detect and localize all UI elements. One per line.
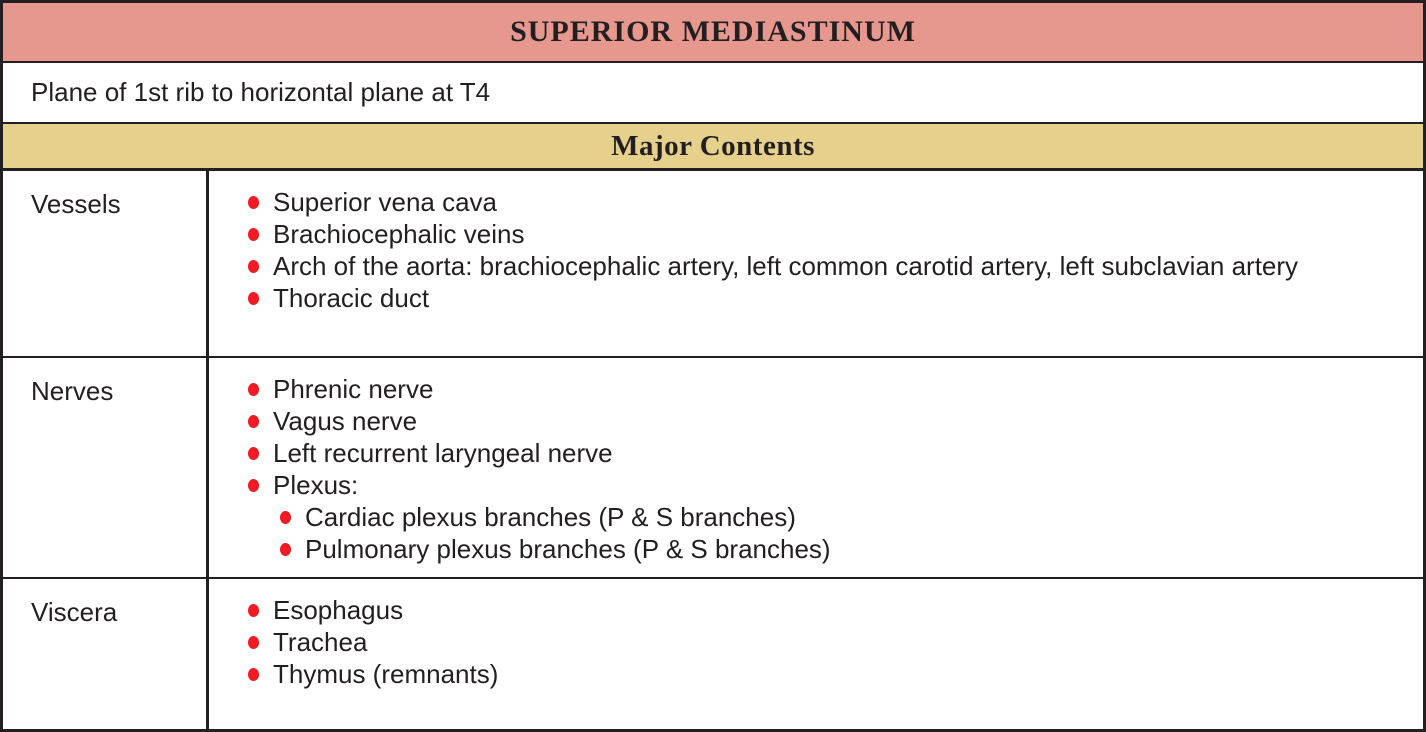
row-label: Viscera — [3, 579, 209, 729]
plane-text: Plane of 1st rib to horizontal plane at T4 — [31, 77, 491, 107]
list-item-text: Superior vena cava — [273, 187, 498, 217]
table-title: SUPERIOR MEDIASTINUM — [510, 15, 916, 48]
list-item-text: Esophagus — [273, 595, 404, 625]
list-item-text: Thoracic duct — [273, 283, 430, 313]
row-items — [209, 358, 1423, 577]
list-item — [248, 469, 1393, 501]
list-item — [248, 373, 1393, 405]
bullet-icon — [248, 260, 259, 273]
list-item — [280, 501, 1393, 533]
table-body — [3, 171, 1423, 729]
row-label: Vessels — [3, 171, 209, 356]
row-items — [209, 579, 1423, 729]
list-item — [248, 626, 1393, 658]
row-items — [209, 171, 1423, 356]
table-row-vessels — [3, 171, 1423, 358]
list-item-text: Left recurrent laryngeal nerve — [273, 438, 613, 468]
row-label: Nerves — [3, 358, 209, 577]
list-item-text: Plexus: — [273, 470, 359, 500]
plane-row — [3, 63, 1423, 124]
bullet-icon — [248, 415, 259, 428]
major-contents-bar — [3, 124, 1423, 171]
bullet-icon — [248, 228, 259, 241]
list-item — [248, 218, 1393, 250]
table-title-bar — [3, 3, 1423, 63]
list-item — [248, 186, 1393, 218]
list-item — [248, 250, 1393, 282]
bullet-icon — [248, 479, 259, 492]
bullet-icon — [248, 292, 259, 305]
bullet-icon — [280, 543, 291, 556]
list-item — [248, 405, 1393, 437]
table-row-nerves — [3, 358, 1423, 579]
list-item — [248, 658, 1393, 690]
list-item-text: Pulmonary plexus branches (P & S branches) — [305, 534, 831, 564]
bullet-icon — [248, 668, 259, 681]
list-item — [248, 437, 1393, 469]
bullet-icon — [248, 604, 259, 617]
list-item-text: Cardiac plexus branches (P & S branches) — [305, 502, 796, 532]
bullet-icon — [248, 383, 259, 396]
list-item — [248, 594, 1393, 626]
list-item-text: Thymus (remnants) — [273, 659, 499, 689]
list-item-text: Arch of the aorta: brachiocephalic artery, left common carotid artery, left subclavian artery — [273, 251, 1299, 281]
list-item-text: Trachea — [273, 627, 368, 657]
bullet-icon — [248, 636, 259, 649]
table-row-viscera — [3, 579, 1423, 729]
bullet-icon — [280, 511, 291, 524]
list-item-text: Phrenic nerve — [273, 374, 434, 404]
bullet-icon — [248, 196, 259, 209]
list-item-text: Brachiocephalic veins — [273, 219, 525, 249]
list-item — [280, 533, 1393, 565]
bullet-icon — [248, 447, 259, 460]
major-contents-title: Major Contents — [611, 129, 815, 162]
list-item-text: Vagus nerve — [273, 406, 418, 436]
list-item — [248, 282, 1393, 314]
